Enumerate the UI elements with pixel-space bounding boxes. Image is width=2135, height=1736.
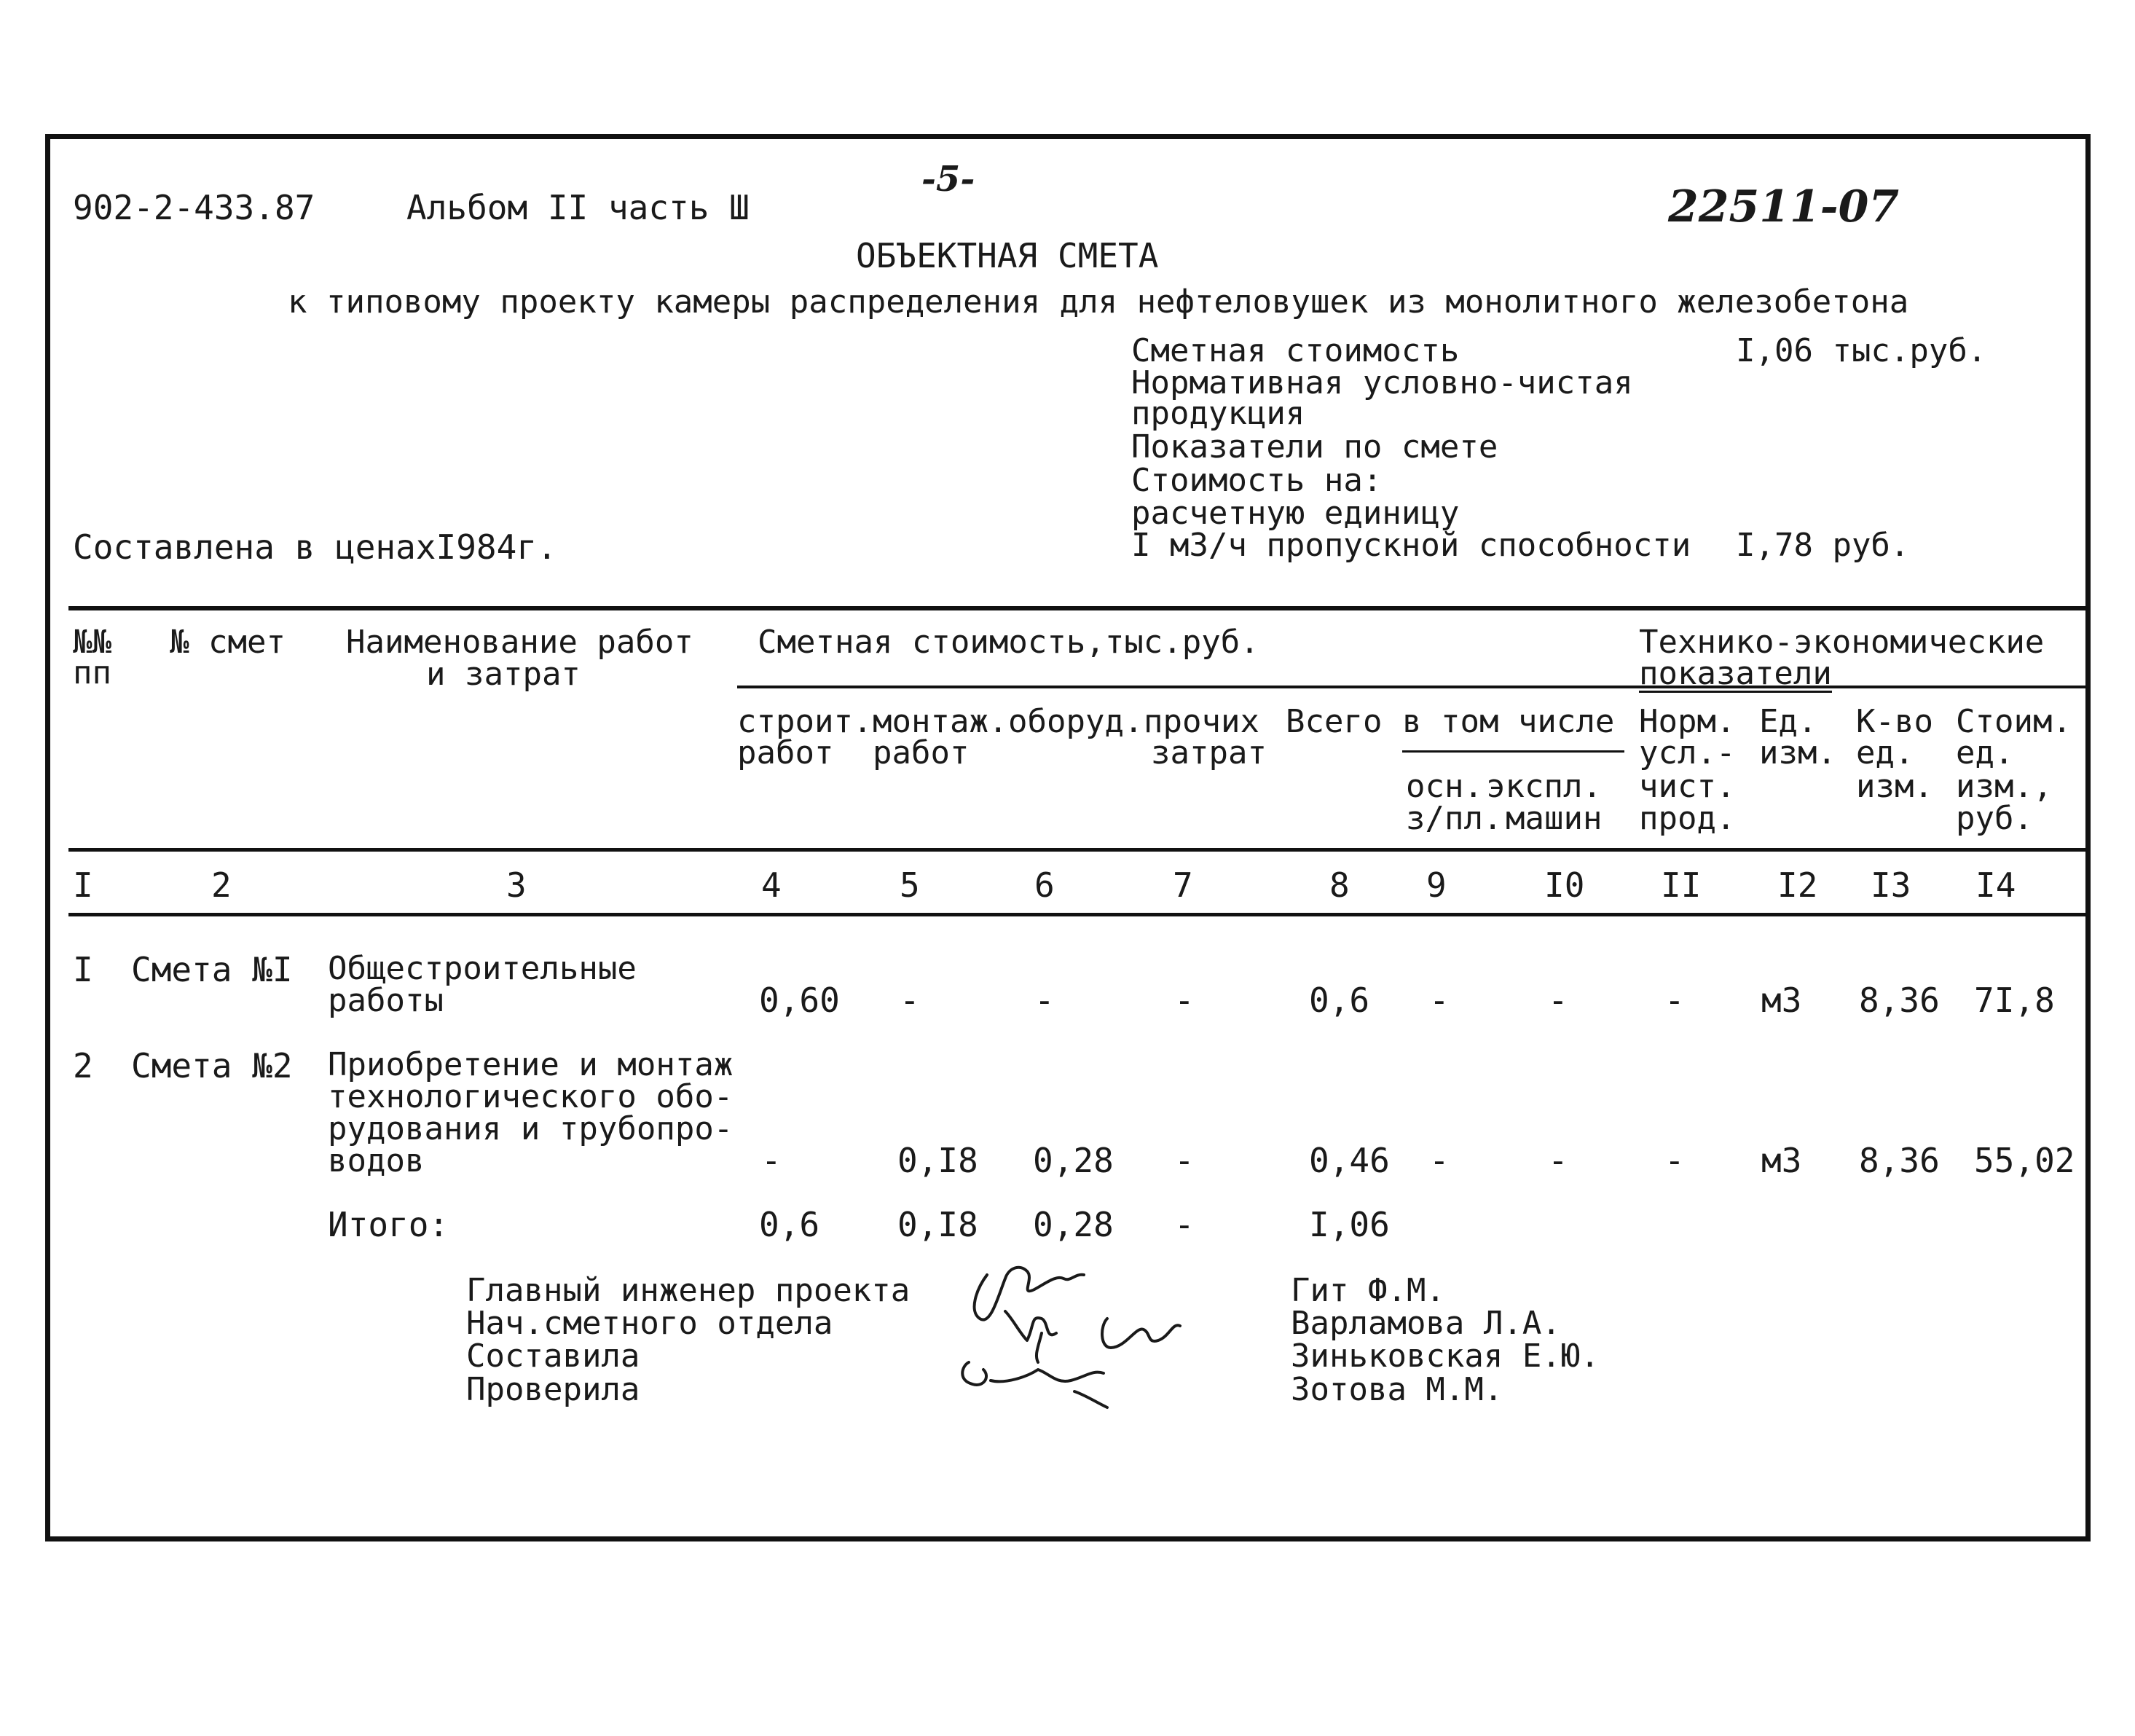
row1-estimate: Смета №I [131, 950, 293, 989]
th-name-2: и затрат [426, 656, 581, 693]
th-qty-1: К-во [1856, 703, 1933, 740]
th-mach-1: экспл. [1486, 768, 1602, 805]
header-bottom-rule [68, 848, 2091, 852]
colnum-4: 4 [761, 865, 782, 905]
row1-install: - [900, 981, 920, 1020]
sig-role-3: Составила [466, 1338, 640, 1375]
th-estimate-no: № смет [170, 624, 286, 661]
th-num-1: №№ [73, 624, 111, 661]
colnum-6: 6 [1034, 865, 1055, 905]
sig-name-4: Зотова М.М. [1291, 1371, 1503, 1408]
colnum-3: 3 [506, 865, 527, 905]
th-other-2: затрат [1151, 734, 1267, 771]
row1-other: - [1174, 981, 1195, 1020]
total-other: - [1174, 1205, 1195, 1244]
th-wage-1: осн. [1406, 768, 1483, 805]
row1-wage: - [1429, 981, 1450, 1020]
th-incl: в том числе [1402, 703, 1615, 740]
colnum-12: I2 [1777, 865, 1818, 905]
row2-name-4: водов [328, 1142, 425, 1179]
row1-equip: - [1034, 981, 1055, 1020]
th-price-2: ед. [1956, 734, 2014, 771]
th-total: Всего [1286, 703, 1383, 740]
row1-mach: - [1548, 981, 1568, 1020]
sig-name-3: Зиньковская Е.Ю. [1291, 1338, 1600, 1375]
total-total: I,06 [1309, 1205, 1390, 1244]
incl-rule [1402, 750, 1624, 753]
colnum-2: 2 [211, 865, 232, 905]
page-number: -5- [921, 159, 975, 200]
sig-name-1: Гит Ф.М. [1291, 1272, 1445, 1309]
total-install: 0,I8 [897, 1205, 978, 1244]
row1-num: I [73, 950, 93, 989]
colnum-5: 5 [900, 865, 920, 905]
th-norm-1: Норм. [1639, 703, 1736, 740]
th-qty-3: изм. [1856, 768, 1933, 805]
estimated-cost-value: I,06 тыс.руб. [1736, 332, 1987, 369]
row2-total: 0,46 [1309, 1141, 1390, 1180]
row2-estimate: Смета №2 [131, 1046, 293, 1085]
row1-qty: 8,36 [1859, 981, 1940, 1020]
document-subtitle: к типовому проекту камеры распределения для нефтеловушек из монолитного железобетона [288, 283, 1909, 321]
cost-on-label: Стоимость на: [1131, 462, 1383, 499]
row2-install: 0,I8 [897, 1141, 978, 1180]
row1-construct: 0,60 [759, 981, 840, 1020]
doc-code: 902-2-433.87 [73, 188, 315, 227]
th-install-1: монтаж. [873, 703, 1008, 740]
total-label: Итого: [328, 1205, 449, 1244]
capacity-label: I м3/ч пропускной способности [1131, 527, 1691, 564]
colnum-bottom-rule [68, 913, 2091, 916]
cost-group-rule [737, 686, 2091, 688]
th-norm-2: усл.- [1639, 734, 1736, 771]
row1-name-2: работы [328, 982, 444, 1019]
row1-norm: - [1664, 981, 1685, 1020]
row2-construct: - [761, 1141, 782, 1180]
th-equip: оборуд. [1008, 703, 1144, 740]
total-equip: 0,28 [1033, 1205, 1114, 1244]
row2-other: - [1174, 1141, 1195, 1180]
sig-name-2: Варламова Л.А. [1291, 1305, 1561, 1342]
th-tech-1: Технико-экономические [1639, 624, 2045, 661]
sig-role-1: Главный инженер проекта [466, 1272, 911, 1309]
capacity-value: I,78 руб. [1736, 527, 1910, 564]
row2-wage: - [1429, 1141, 1450, 1180]
indicators-label: Показатели по смете [1131, 428, 1498, 466]
colnum-11: II [1661, 865, 1702, 905]
th-price-3: изм., [1956, 768, 2053, 805]
th-unit-1: Ед. [1759, 703, 1817, 740]
prices-note: Составлена в ценахI984г. [73, 527, 557, 567]
row1-unit: м3 [1761, 981, 1802, 1020]
row2-norm: - [1664, 1141, 1685, 1180]
th-cost-group: Сметная стоимость,тыс.руб. [758, 624, 1259, 661]
row2-equip: 0,28 [1033, 1141, 1114, 1180]
row2-name-1: Приобретение и монтаж [328, 1046, 734, 1083]
estimated-cost-label: Сметная стоимость [1131, 332, 1460, 369]
th-unit-2: изм. [1759, 734, 1836, 771]
handwritten-number: 22511-07 [1668, 181, 1900, 232]
colnum-13: I3 [1871, 865, 1911, 905]
th-norm-3: чист. [1639, 768, 1736, 805]
unit-label: расчетную единицу [1131, 495, 1460, 532]
row1-total: 0,6 [1309, 981, 1370, 1020]
row2-num: 2 [73, 1046, 93, 1085]
sig-role-4: Проверила [466, 1371, 640, 1408]
th-price-4: руб. [1956, 800, 2033, 837]
row2-price: 55,02 [1974, 1141, 2075, 1180]
total-construct: 0,6 [759, 1205, 820, 1244]
th-qty-2: ед. [1856, 734, 1914, 771]
colnum-14: I4 [1975, 865, 2016, 905]
th-mach-2: машин [1506, 800, 1603, 837]
sig-role-2: Нач.сметного отдела [466, 1305, 833, 1342]
th-construct-1: строит. [737, 703, 873, 740]
row2-mach: - [1548, 1141, 1568, 1180]
th-norm-4: прод. [1639, 800, 1736, 837]
album-label: Альбом II часть Ш [406, 188, 750, 227]
th-num-2: пп [73, 654, 111, 691]
th-price-1: Стоим. [1956, 703, 2072, 740]
row2-name-2: технологического обо- [328, 1078, 734, 1115]
normative-label-1: Нормативная условно-чистая [1131, 364, 1633, 401]
row2-name-3: рудования и трубопро- [328, 1110, 734, 1147]
colnum-8: 8 [1329, 865, 1350, 905]
colnum-7: 7 [1173, 865, 1193, 905]
th-wage-2: з/пл. [1406, 800, 1503, 837]
table-top-rule [68, 606, 2091, 610]
normative-label-2: продукция [1131, 395, 1305, 432]
th-tech-2: показатели [1639, 655, 1832, 692]
handwritten-signatures [918, 1246, 1253, 1413]
th-construct-2: работ [737, 734, 834, 771]
row1-price: 7I,8 [1974, 981, 2055, 1020]
row1-name-1: Общестроительные [328, 950, 637, 987]
th-install-2: работ [873, 734, 970, 771]
colnum-9: 9 [1426, 865, 1447, 905]
document-title: ОБЪЕКТНАЯ СМЕТА [856, 236, 1159, 275]
row2-unit: м3 [1761, 1141, 1802, 1180]
colnum-1: I [73, 865, 93, 905]
th-other-1: прочих [1144, 703, 1259, 740]
row2-qty: 8,36 [1859, 1141, 1940, 1180]
th-name-1: Наименование работ [346, 624, 693, 661]
colnum-10: I0 [1544, 865, 1585, 905]
